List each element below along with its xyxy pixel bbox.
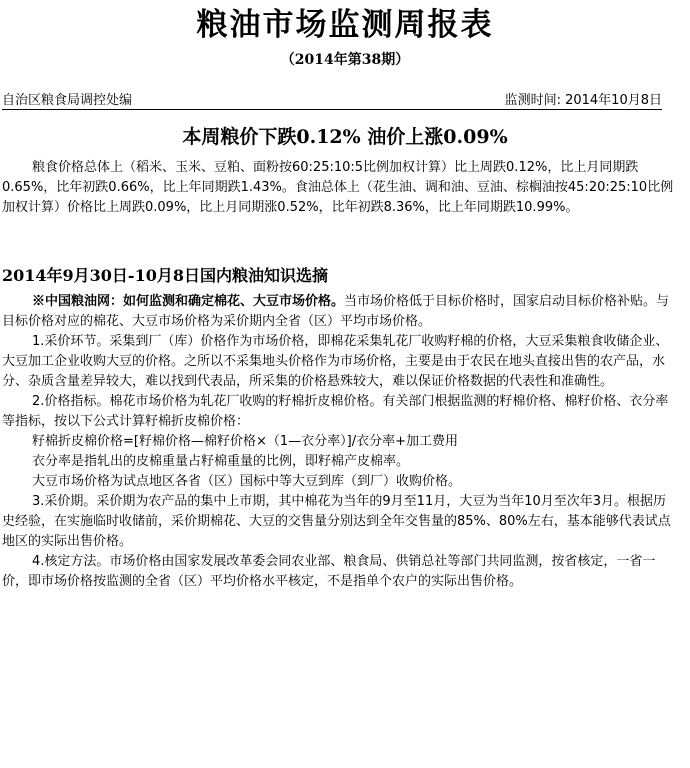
price-summary: 粮食价格总体上（稻米、玉米、豆粕、面粉按60:25:10:5比例加权计算）比上周跌0.12%，比上月同期跌0.65%，比年初跌0.66%，比上年同期跌1.43%。食油总体上（花生油、调和油、豆油、棕榈油按45:20:25:10比例加权计算）价格比上周跌0.09%，比上月同期涨0.52%，比年初跌8.36%，比上年同期跌10.99%。 [2, 160, 674, 215]
issue-number: （2014年第38期） [280, 52, 410, 68]
article-lead [2, 292, 674, 332]
article-lead-title: ※中国粮油网：如何监测和确定棉花、大豆市场价格。 [32, 294, 345, 309]
report-meta [2, 92, 662, 110]
monitor-date: 监测时间: 2014年10月8日 [504, 93, 662, 108]
article-lead-text: 当市场价格低于目标价格时，国家启动目标价格补贴。与目标价格对应的棉花、大豆市场价格为采价期内全省（区）平均市场价格。 [2, 294, 670, 329]
headline: 本周粮价下跌0.12% 油价上涨0.09% [182, 126, 508, 148]
article-formula: 籽棉折皮棉价格=[籽棉价格—棉籽价格×（1—衣分率）]/衣分率+加工费用 [32, 434, 458, 449]
article-paragraph: 4.核定方法。市场价格由国家发展改革委会同农业部、粮食局、供销总社等部门共同监测，按省核定，一省一价，即市场价格按监测的全省（区）平均价格水平核定，不是指单个农户的实际出售价格。 [2, 554, 656, 589]
article-paragraph: 1.采价环节。采集到厂（库）价格作为市场价格，即棉花采集轧花厂收购籽棉的价格，大豆采集粮食收储企业、大豆加工企业收购大豆的价格。之所以不采集地头价格作为市场价格，主要是由于农民在地头直接出售的农产品，水分、杂质含量差异较大，难以找到代表品，所采集的价格悬殊较大，难以保证价格数据的代表性和准确性。 [2, 334, 669, 389]
article-paragraph: 大豆市场价格为试点地区各省（区）国标中等大豆到库（到厂）收购价格。 [32, 474, 462, 489]
report-title: 粮油市场监测周报表 [196, 7, 494, 43]
article-paragraph: 2.价格指标。棉花市场价格为轧花厂收购的籽棉折皮棉价格。有关部门根据监测的籽棉价格、棉籽价格、衣分率等指标，按以下公式计算籽棉折皮棉价格： [2, 394, 669, 429]
article-paragraph: 衣分率是指轧出的皮棉重量占籽棉重量的比例，即籽棉产皮棉率。 [32, 454, 410, 469]
knowledge-article [2, 292, 674, 592]
knowledge-section-title: 2014年9月30日-10月8日国内粮油知识选摘 [2, 266, 328, 285]
article-paragraph: 3.采价期。采价期为农产品的集中上市期，其中棉花为当年的9月至11月，大豆为当年10月至次年3月。根据历史经验，在实施临时收储前，采价期棉花、大豆的交售量分别达到全年交售量的85%、80%左右，基本能够代表试点地区的实际出售价格。 [2, 494, 671, 549]
editor-label: 自治区粮食局调控处编 [2, 93, 133, 108]
